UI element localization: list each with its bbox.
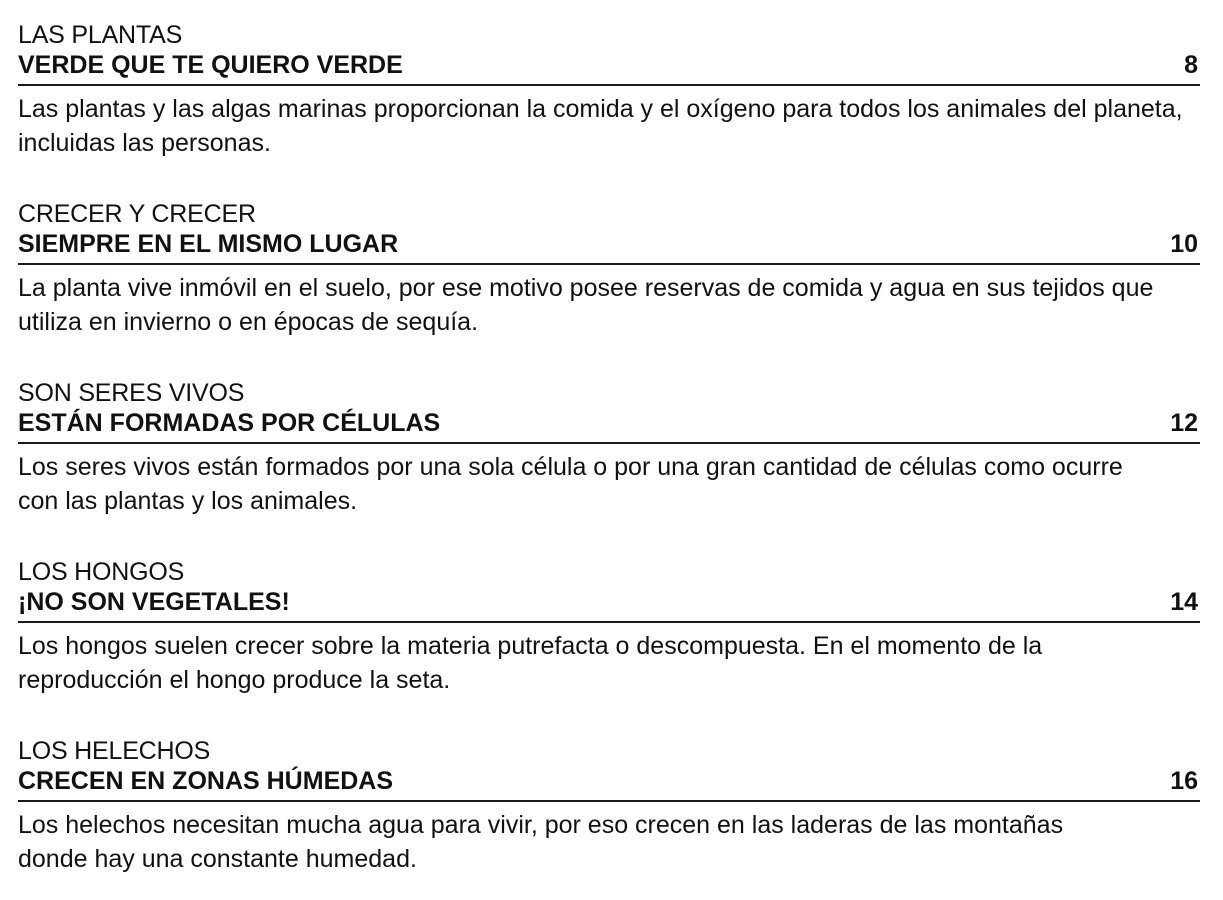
section-title: ¡NO SON VEGETALES!	[18, 588, 290, 616]
section-title: VERDE QUE TE QUIERO VERDE	[18, 51, 403, 79]
title-row	[18, 408, 1200, 444]
section-title: SIEMPRE EN EL MISMO LUGAR	[18, 230, 399, 258]
section-kicker: LOS HELECHOS	[18, 737, 211, 765]
page-number: 10	[1170, 230, 1198, 258]
toc-entry	[18, 557, 1200, 697]
page-number: 8	[1184, 51, 1198, 79]
section-description: Los helechos necesitan mucha agua para vivir, por eso crecen en las laderas de las montañas donde hay una constante humedad.	[18, 811, 1064, 873]
toc-entry	[18, 378, 1200, 518]
section-description: Los seres vivos están formados por una sola célula o por una gran cantidad de células como ocurre con las plantas y los animales.	[18, 453, 1123, 515]
section-kicker: LOS HONGOS	[18, 558, 185, 586]
page-number: 16	[1170, 767, 1198, 795]
section-description: La planta vive inmóvil en el suelo, por ese motivo posee reservas de comida y agua en sus tejidos que utiliza en invierno o en épocas de sequía.	[18, 274, 1154, 336]
section-kicker: CRECER Y CRECER	[18, 200, 256, 228]
title-row	[18, 229, 1200, 265]
section-description: Los hongos suelen crecer sobre la materia putrefacta o descompuesta. En el momento de la reproducción el hongo produce la seta.	[18, 632, 1043, 694]
toc-entry	[18, 736, 1200, 876]
section-title: ESTÁN FORMADAS POR CÉLULAS	[18, 409, 441, 437]
section-kicker: LAS PLANTAS	[18, 21, 183, 49]
page-number: 14	[1170, 588, 1198, 616]
title-row	[18, 50, 1200, 86]
toc-entry	[18, 199, 1200, 339]
section-title: CRECEN EN ZONAS HÚMEDAS	[18, 767, 394, 795]
title-row	[18, 587, 1200, 623]
section-kicker: SON SERES VIVOS	[18, 379, 245, 407]
toc-entry	[18, 20, 1200, 160]
section-description: Las plantas y las algas marinas proporcionan la comida y el oxígeno para todos los animales del planeta, incluidas las personas.	[18, 95, 1183, 157]
title-row	[18, 766, 1200, 802]
page-number: 12	[1170, 409, 1198, 437]
